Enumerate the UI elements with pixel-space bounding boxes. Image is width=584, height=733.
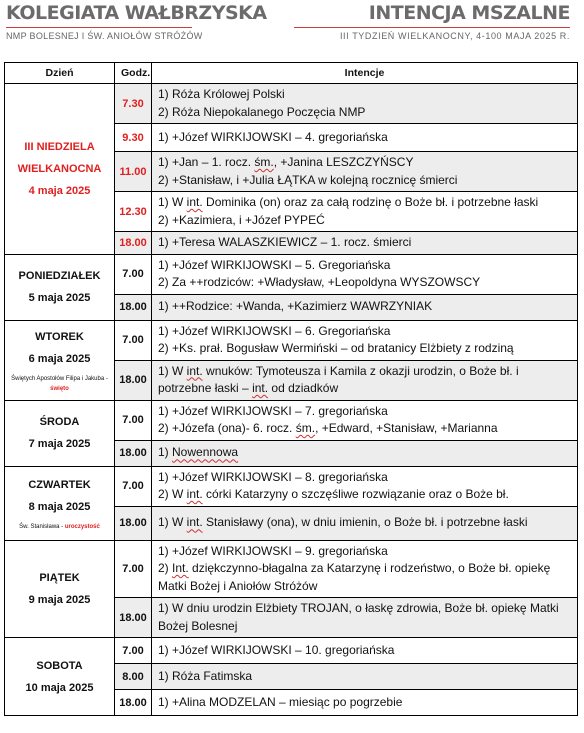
intention-line: 1) +Jan – 1. rocz. śm., +Janina LESZCZYŃSCY (158, 155, 414, 169)
mass-intentions (152, 294, 578, 320)
intention-line: 1) W int. Dominika (on) oraz za całą rodzinę o Boże bł. i potrzebne łaski (158, 195, 539, 209)
intention-line: 2) W int. córki Katarzyny o szczęśliwe rozwiązanie oraz o Boże bł. (158, 487, 509, 501)
table-row (5, 254, 578, 294)
mass-intentions (152, 254, 578, 294)
mass-intentions (152, 400, 578, 440)
intention-line: 2) Róża Niepokalanego Poczęcia NMP (158, 104, 366, 119)
church-name: KOLEGIATA WAŁBRZYSKA (6, 2, 267, 24)
day-cell (5, 466, 115, 540)
liturgical-note-text: Świętych Apostołów Filipa i Jakuba - (11, 376, 108, 382)
intention-line: 1) +Teresa WALASZKIEWICZ – 1. rocz. śmierci (158, 235, 412, 249)
mass-intentions (152, 320, 578, 360)
day-cell (5, 540, 115, 638)
liturgical-note (7, 374, 112, 394)
intention-line: 1) W int. wnuków: Tymoteusza i Kamila z okazji urodzin, o Boże bł. i potrzebne łaski – int. od dziadków (158, 363, 519, 395)
mass-hour: 18.00 (115, 598, 152, 638)
intention-line: 1) +Józef WIRKIJOWSKI – 4. gregoriańska (158, 129, 388, 144)
intention-line: 1) +Józef WIRKIJOWSKI – 7. gregoriańska (158, 403, 388, 418)
intention-line: 1) W int. Stanisławy (ona), w dniu imienin, o Boże bł. i potrzebne łaski (158, 515, 528, 530)
mass-hour: 12.30 (115, 192, 152, 232)
week-range: III TYDZIEŃ WIELKANOCNY, 4-100 MAJA 2025 R. (339, 31, 570, 41)
mass-hour: 18.00 (115, 294, 152, 320)
intention-line: 1) +Józef WIRKIJOWSKI – 8. gregoriańska (158, 469, 388, 484)
mass-hour: 18.00 (115, 360, 152, 400)
mass-hour: 18.00 (115, 690, 152, 716)
table-body (5, 84, 578, 716)
intention-line: 1) Róża Królowej Polski (158, 87, 285, 101)
day-name: WTOREK (35, 331, 84, 343)
mass-hour: 8.00 (115, 664, 152, 690)
day-date: 9 maja 2025 (28, 593, 91, 606)
day-name: III NIEDZIELA WIELKANOCNA (17, 140, 102, 175)
mass-intentions (152, 152, 578, 192)
mass-intentions (152, 232, 578, 255)
intention-line: 1) W dniu urodzin Elżbiety TROJAN, o łaskę zdrowia, Boże bł. opiekę Matki Bożej Bolesnej (158, 601, 559, 633)
liturgical-note (7, 522, 112, 532)
mass-hour: 18.00 (115, 506, 152, 540)
intention-line: 2) +Józefa (ona)- 6. rocz. śm., +Edward, +Stanisław, +Marianna (158, 421, 498, 435)
mass-intentions (152, 638, 578, 664)
day-cell (5, 638, 115, 716)
mass-hour: 7.00 (115, 400, 152, 440)
column-header-hour: Godz. (115, 63, 152, 84)
mass-hour: 7.00 (115, 638, 152, 664)
day-name: CZWARTEK (28, 479, 91, 491)
mass-hour: 9.30 (115, 124, 152, 152)
mass-intentions (152, 506, 578, 540)
intention-line: 2) Int. dziękczynno-błagalna za Katarzynę i rodzeństwo, o Boże bł. opiekę Matki Bożej i Aniołów Stróżów (158, 561, 551, 593)
intentions-table (4, 62, 578, 716)
intention-line: 1) +Józef WIRKIJOWSKI – 5. Gregoriańska (158, 257, 391, 272)
day-cell (5, 320, 115, 400)
mass-intentions (152, 192, 578, 232)
intention-line: 2) +Ks. prał. Bogusław Wermiński – od bratanicy Elżbiety z rodziną (158, 341, 514, 355)
liturgical-note-text: Św. Stanisława - (19, 524, 65, 530)
intention-line: 1) +Józef WIRKIJOWSKI – 10. gregoriańska (158, 642, 395, 657)
intention-line: 1) Nowennowa (158, 445, 239, 460)
intention-line: 1) ++Rodzice: +Wanda, +Kazimierz WAWRZYNIAK (158, 299, 433, 314)
header-divider-right (294, 27, 570, 28)
table-row (5, 400, 578, 440)
day-cell (5, 400, 115, 466)
mass-hour: 7.30 (115, 84, 152, 124)
liturgical-rank: święto (50, 386, 69, 392)
day-name: PONIEDZIAŁEK (18, 270, 101, 282)
intention-line: 1) +Józef WIRKIJOWSKI – 6. Gregoriańska (158, 323, 391, 338)
mass-hour: 7.00 (115, 320, 152, 360)
mass-hour: 11.00 (115, 152, 152, 192)
intention-line: 1) Róża Fatimska (158, 668, 253, 683)
day-date: 5 maja 2025 (28, 292, 91, 304)
mass-intentions (152, 84, 578, 124)
mass-intentions (152, 124, 578, 152)
day-date: 4 maja 2025 (28, 184, 91, 197)
intention-line: 1) +Józef WIRKIJOWSKI – 9. gregoriańska (158, 543, 388, 558)
day-name: PIĄTEK (39, 571, 80, 584)
mass-hour: 18.00 (115, 232, 152, 255)
day-date: 6 maja 2025 (28, 353, 91, 365)
church-subtitle: NMP BOLESNEJ I ŚW. ANIOŁÓW STRÓŻÓW (6, 31, 203, 41)
table-row (5, 638, 578, 664)
table-row (5, 320, 578, 360)
table-row (5, 540, 578, 598)
column-header-intentions: Intencje (152, 63, 578, 84)
mass-intentions (152, 360, 578, 400)
day-name: SOBOTA (36, 659, 83, 672)
day-date: 10 maja 2025 (25, 681, 94, 694)
mass-intentions (152, 598, 578, 638)
mass-intentions (152, 440, 578, 466)
page-header (0, 0, 584, 56)
day-cell (5, 84, 115, 255)
mass-hour: 7.00 (115, 254, 152, 294)
mass-hour: 7.00 (115, 540, 152, 598)
table-row (5, 466, 578, 506)
column-header-day: Dzień (5, 63, 115, 84)
table-header-row (5, 63, 578, 84)
mass-intentions (152, 540, 578, 598)
intention-line: 2) +Kazimiera, i +Józef PYPEĆ (158, 212, 325, 227)
mass-hour: 7.00 (115, 466, 152, 506)
day-cell (5, 254, 115, 320)
liturgical-rank: uroczystość (64, 524, 100, 530)
intention-line: 2) +Stanisław, i +Julia ŁĄTKA w kolejną rocznicę śmierci (158, 172, 458, 187)
day-date: 7 maja 2025 (28, 438, 91, 450)
day-name: ŚRODA (39, 416, 80, 428)
mass-intentions (152, 690, 578, 716)
table-row (5, 84, 578, 124)
day-date: 8 maja 2025 (28, 501, 91, 513)
mass-intentions (152, 664, 578, 690)
mass-intentions (152, 466, 578, 506)
document-title: INTENCJA MSZALNE (368, 2, 570, 24)
mass-hour: 18.00 (115, 440, 152, 466)
intention-line: 2) Za ++rodziców: +Władysław, +Leopoldyna WYSZOWSCY (158, 275, 481, 289)
header-divider-left (6, 27, 192, 28)
intention-line: 1) +Alina MODZELAN – miesiąc po pogrzebie (158, 694, 403, 709)
